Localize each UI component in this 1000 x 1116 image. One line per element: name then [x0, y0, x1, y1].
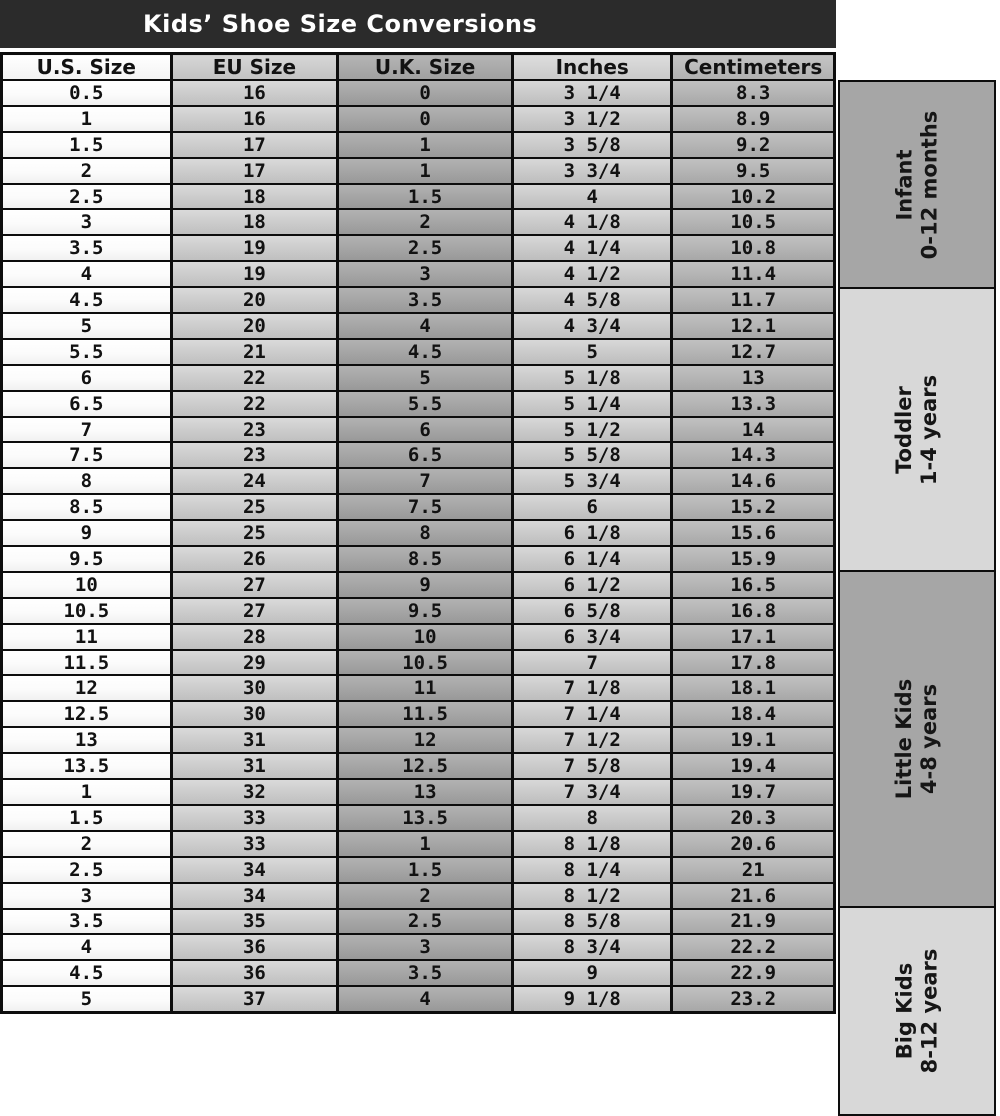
cell-eu-size: 18 [171, 209, 338, 235]
cell-us-size: 2 [2, 158, 172, 184]
cell-centimeters: 17.8 [672, 650, 835, 676]
cell-uk-size: 0 [338, 80, 513, 106]
table-row [2, 675, 835, 701]
cell-inches: 4 3/4 [512, 313, 671, 339]
table-row [2, 442, 835, 468]
cell-uk-size: 2.5 [338, 909, 513, 935]
cell-eu-size: 26 [171, 546, 338, 572]
table-row [2, 909, 835, 935]
cell-inches: 7 5/8 [512, 753, 671, 779]
cell-uk-size: 1.5 [338, 184, 513, 210]
cell-us-size: 5 [2, 313, 172, 339]
age-group-name: Big Kids [891, 962, 916, 1060]
cell-centimeters: 8.9 [672, 106, 835, 132]
cell-centimeters: 19.7 [672, 779, 835, 805]
table-row [2, 572, 835, 598]
cell-inches: 5 1/2 [512, 417, 671, 443]
table-row [2, 106, 835, 132]
cell-centimeters: 15.9 [672, 546, 835, 572]
table-row [2, 80, 835, 106]
cell-eu-size: 29 [171, 650, 338, 676]
cell-us-size: 9.5 [2, 546, 172, 572]
cell-uk-size: 1 [338, 831, 513, 857]
table-row [2, 417, 835, 443]
cell-inches: 8 1/2 [512, 883, 671, 909]
cell-uk-size: 0 [338, 106, 513, 132]
cell-inches: 3 1/4 [512, 80, 671, 106]
cell-uk-size: 3.5 [338, 960, 513, 986]
cell-inches: 5 [512, 339, 671, 365]
cell-eu-size: 31 [171, 727, 338, 753]
age-group-range: 0-12 months [917, 110, 941, 259]
cell-eu-size: 20 [171, 313, 338, 339]
cell-uk-size: 11 [338, 675, 513, 701]
cell-us-size: 7 [2, 417, 172, 443]
cell-inches: 8 5/8 [512, 909, 671, 935]
cell-inches: 6 1/4 [512, 546, 671, 572]
cell-uk-size: 13 [338, 779, 513, 805]
cell-eu-size: 27 [171, 598, 338, 624]
age-group-range: 8-12 years [916, 948, 941, 1074]
cell-uk-size: 1 [338, 132, 513, 158]
cell-centimeters: 17.1 [672, 624, 835, 650]
cell-uk-size: 7 [338, 468, 513, 494]
cell-inches: 8 1/4 [512, 857, 671, 883]
table-row [2, 546, 835, 572]
cell-eu-size: 25 [171, 520, 338, 546]
table-row [2, 727, 835, 753]
cell-centimeters: 20.6 [672, 831, 835, 857]
cell-eu-size: 34 [171, 857, 338, 883]
cell-centimeters: 23.2 [672, 986, 835, 1012]
table-row [2, 235, 835, 261]
table-row [2, 365, 835, 391]
cell-uk-size: 1.5 [338, 857, 513, 883]
cell-centimeters: 18.1 [672, 675, 835, 701]
cell-inches: 8 3/4 [512, 934, 671, 960]
table-row [2, 132, 835, 158]
cell-centimeters: 14 [672, 417, 835, 443]
cell-eu-size: 28 [171, 624, 338, 650]
cell-inches: 7 [512, 650, 671, 676]
table-row [2, 753, 835, 779]
chart-title-bar [0, 0, 836, 48]
cell-eu-size: 36 [171, 960, 338, 986]
cell-us-size: 9 [2, 520, 172, 546]
cell-inches: 3 5/8 [512, 132, 671, 158]
cell-eu-size: 20 [171, 287, 338, 313]
cell-uk-size: 6.5 [338, 442, 513, 468]
cell-uk-size: 10.5 [338, 650, 513, 676]
age-group-toddler-label [892, 374, 942, 484]
cell-us-size: 6.5 [2, 391, 172, 417]
table-row [2, 391, 835, 417]
cell-us-size: 4.5 [2, 960, 172, 986]
cell-uk-size: 12.5 [338, 753, 513, 779]
cell-uk-size: 3.5 [338, 287, 513, 313]
cell-inches: 7 1/4 [512, 701, 671, 727]
cell-eu-size: 37 [171, 986, 338, 1012]
cell-uk-size: 7.5 [338, 494, 513, 520]
cell-uk-size: 3 [338, 261, 513, 287]
cell-uk-size: 2 [338, 883, 513, 909]
age-group-big-kids-label [892, 949, 942, 1074]
cell-centimeters: 9.2 [672, 132, 835, 158]
table-row [2, 261, 835, 287]
cell-us-size: 10 [2, 572, 172, 598]
cell-us-size: 13.5 [2, 753, 172, 779]
table-row [2, 831, 835, 857]
cell-inches: 7 3/4 [512, 779, 671, 805]
cell-inches: 5 1/8 [512, 365, 671, 391]
age-group-infant [838, 80, 996, 289]
cell-eu-size: 30 [171, 701, 338, 727]
table-row [2, 209, 835, 235]
cell-inches: 9 [512, 960, 671, 986]
cell-eu-size: 16 [171, 106, 338, 132]
cell-us-size: 13 [2, 727, 172, 753]
cell-eu-size: 31 [171, 753, 338, 779]
cell-us-size: 12.5 [2, 701, 172, 727]
table-row [2, 158, 835, 184]
header-row [2, 54, 835, 81]
cell-eu-size: 24 [171, 468, 338, 494]
cell-centimeters: 20.3 [672, 805, 835, 831]
cell-eu-size: 17 [171, 132, 338, 158]
cell-us-size: 3.5 [2, 235, 172, 261]
cell-centimeters: 10.8 [672, 235, 835, 261]
column-header-eu-size: EU Size [171, 54, 338, 81]
cell-us-size: 4 [2, 261, 172, 287]
column-header-us-size: U.S. Size [2, 54, 172, 81]
cell-centimeters: 11.7 [672, 287, 835, 313]
cell-eu-size: 19 [171, 261, 338, 287]
cell-eu-size: 22 [171, 365, 338, 391]
cell-uk-size: 4 [338, 986, 513, 1012]
table-row [2, 779, 835, 805]
cell-centimeters: 11.4 [672, 261, 835, 287]
age-group-name: Infant [892, 148, 916, 221]
cell-us-size: 10.5 [2, 598, 172, 624]
cell-centimeters: 21.6 [672, 883, 835, 909]
column-header-inches: Inches [512, 54, 671, 81]
cell-us-size: 4 [2, 934, 172, 960]
cell-us-size: 2.5 [2, 184, 172, 210]
conversion-table-wrap [0, 52, 838, 1014]
cell-centimeters: 16.8 [672, 598, 835, 624]
cell-us-size: 12 [2, 675, 172, 701]
cell-uk-size: 3 [338, 934, 513, 960]
table-row [2, 339, 835, 365]
table-row [2, 986, 835, 1012]
cell-eu-size: 23 [171, 417, 338, 443]
cell-centimeters: 22.2 [672, 934, 835, 960]
age-group-little-kids-label [892, 679, 942, 799]
cell-inches: 7 1/8 [512, 675, 671, 701]
cell-inches: 9 1/8 [512, 986, 671, 1012]
cell-centimeters: 8.3 [672, 80, 835, 106]
cell-eu-size: 23 [171, 442, 338, 468]
cell-us-size: 5.5 [2, 339, 172, 365]
table-row [2, 883, 835, 909]
cell-inches: 8 1/8 [512, 831, 671, 857]
cell-inches: 4 5/8 [512, 287, 671, 313]
age-group-big-kids [838, 906, 996, 1116]
cell-eu-size: 35 [171, 909, 338, 935]
cell-eu-size: 19 [171, 235, 338, 261]
cell-uk-size: 2.5 [338, 235, 513, 261]
cell-centimeters: 12.7 [672, 339, 835, 365]
table-row [2, 934, 835, 960]
table-row [2, 468, 835, 494]
cell-us-size: 2 [2, 831, 172, 857]
age-group-toddler [838, 287, 996, 572]
cell-us-size: 1.5 [2, 805, 172, 831]
cell-us-size: 1 [2, 106, 172, 132]
cell-eu-size: 32 [171, 779, 338, 805]
cell-uk-size: 4 [338, 313, 513, 339]
table-row [2, 805, 835, 831]
age-group-name: Toddler [892, 385, 916, 474]
cell-centimeters: 13 [672, 365, 835, 391]
cell-us-size: 8 [2, 468, 172, 494]
cell-uk-size: 9.5 [338, 598, 513, 624]
cell-eu-size: 34 [171, 883, 338, 909]
table-row [2, 624, 835, 650]
cell-centimeters: 21.9 [672, 909, 835, 935]
cell-eu-size: 36 [171, 934, 338, 960]
cell-eu-size: 25 [171, 494, 338, 520]
table-row [2, 494, 835, 520]
cell-inches: 5 1/4 [512, 391, 671, 417]
age-group-range: 1-4 years [917, 374, 941, 485]
cell-inches: 4 1/8 [512, 209, 671, 235]
cell-uk-size: 5 [338, 365, 513, 391]
table-body [2, 80, 835, 1013]
cell-eu-size: 33 [171, 805, 338, 831]
cell-inches: 8 [512, 805, 671, 831]
cell-centimeters: 9.5 [672, 158, 835, 184]
cell-us-size: 7.5 [2, 442, 172, 468]
age-group-little-kids [838, 570, 996, 908]
cell-uk-size: 2 [338, 209, 513, 235]
cell-centimeters: 18.4 [672, 701, 835, 727]
cell-inches: 4 [512, 184, 671, 210]
cell-inches: 6 1/8 [512, 520, 671, 546]
cell-eu-size: 21 [171, 339, 338, 365]
cell-us-size: 3 [2, 883, 172, 909]
cell-us-size: 1 [2, 779, 172, 805]
cell-us-size: 2.5 [2, 857, 172, 883]
age-group-infant-label [892, 110, 942, 259]
cell-uk-size: 8.5 [338, 546, 513, 572]
cell-centimeters: 16.5 [672, 572, 835, 598]
column-header-centimeters: Centimeters [672, 54, 835, 81]
cell-eu-size: 18 [171, 184, 338, 210]
cell-us-size: 5 [2, 986, 172, 1012]
table-row [2, 857, 835, 883]
cell-eu-size: 27 [171, 572, 338, 598]
table-row [2, 701, 835, 727]
cell-us-size: 11.5 [2, 650, 172, 676]
cell-centimeters: 15.6 [672, 520, 835, 546]
cell-inches: 4 1/4 [512, 235, 671, 261]
cell-centimeters: 22.9 [672, 960, 835, 986]
conversion-table [0, 52, 836, 1014]
cell-uk-size: 9 [338, 572, 513, 598]
cell-inches: 5 5/8 [512, 442, 671, 468]
cell-centimeters: 14.6 [672, 468, 835, 494]
cell-uk-size: 8 [338, 520, 513, 546]
cell-us-size: 4.5 [2, 287, 172, 313]
cell-eu-size: 30 [171, 675, 338, 701]
cell-uk-size: 5.5 [338, 391, 513, 417]
cell-inches: 7 1/2 [512, 727, 671, 753]
cell-centimeters: 10.5 [672, 209, 835, 235]
cell-centimeters: 13.3 [672, 391, 835, 417]
cell-inches: 3 1/2 [512, 106, 671, 132]
cell-uk-size: 11.5 [338, 701, 513, 727]
table-row [2, 184, 835, 210]
cell-inches: 4 1/2 [512, 261, 671, 287]
table-row [2, 650, 835, 676]
cell-us-size: 6 [2, 365, 172, 391]
cell-centimeters: 12.1 [672, 313, 835, 339]
chart-title: Kids’ Shoe Size Conversions [143, 10, 538, 38]
cell-centimeters: 14.3 [672, 442, 835, 468]
cell-us-size: 1.5 [2, 132, 172, 158]
cell-us-size: 8.5 [2, 494, 172, 520]
cell-inches: 6 3/4 [512, 624, 671, 650]
age-group-range: 4-8 years [916, 683, 941, 795]
cell-us-size: 0.5 [2, 80, 172, 106]
cell-centimeters: 19.4 [672, 753, 835, 779]
table-row [2, 287, 835, 313]
table-row [2, 598, 835, 624]
cell-eu-size: 33 [171, 831, 338, 857]
cell-centimeters: 19.1 [672, 727, 835, 753]
column-header-uk-size: U.K. Size [338, 54, 513, 81]
cell-centimeters: 21 [672, 857, 835, 883]
cell-eu-size: 16 [171, 80, 338, 106]
cell-inches: 6 5/8 [512, 598, 671, 624]
cell-us-size: 3 [2, 209, 172, 235]
cell-inches: 3 3/4 [512, 158, 671, 184]
table-row [2, 313, 835, 339]
cell-inches: 6 1/2 [512, 572, 671, 598]
cell-uk-size: 13.5 [338, 805, 513, 831]
cell-inches: 6 [512, 494, 671, 520]
cell-inches: 5 3/4 [512, 468, 671, 494]
cell-us-size: 11 [2, 624, 172, 650]
cell-eu-size: 17 [171, 158, 338, 184]
age-group-name: Little Kids [891, 678, 916, 800]
cell-uk-size: 6 [338, 417, 513, 443]
cell-uk-size: 12 [338, 727, 513, 753]
table-row [2, 960, 835, 986]
cell-uk-size: 1 [338, 158, 513, 184]
cell-uk-size: 4.5 [338, 339, 513, 365]
cell-us-size: 3.5 [2, 909, 172, 935]
cell-uk-size: 10 [338, 624, 513, 650]
cell-eu-size: 22 [171, 391, 338, 417]
cell-centimeters: 15.2 [672, 494, 835, 520]
table-row [2, 520, 835, 546]
cell-centimeters: 10.2 [672, 184, 835, 210]
